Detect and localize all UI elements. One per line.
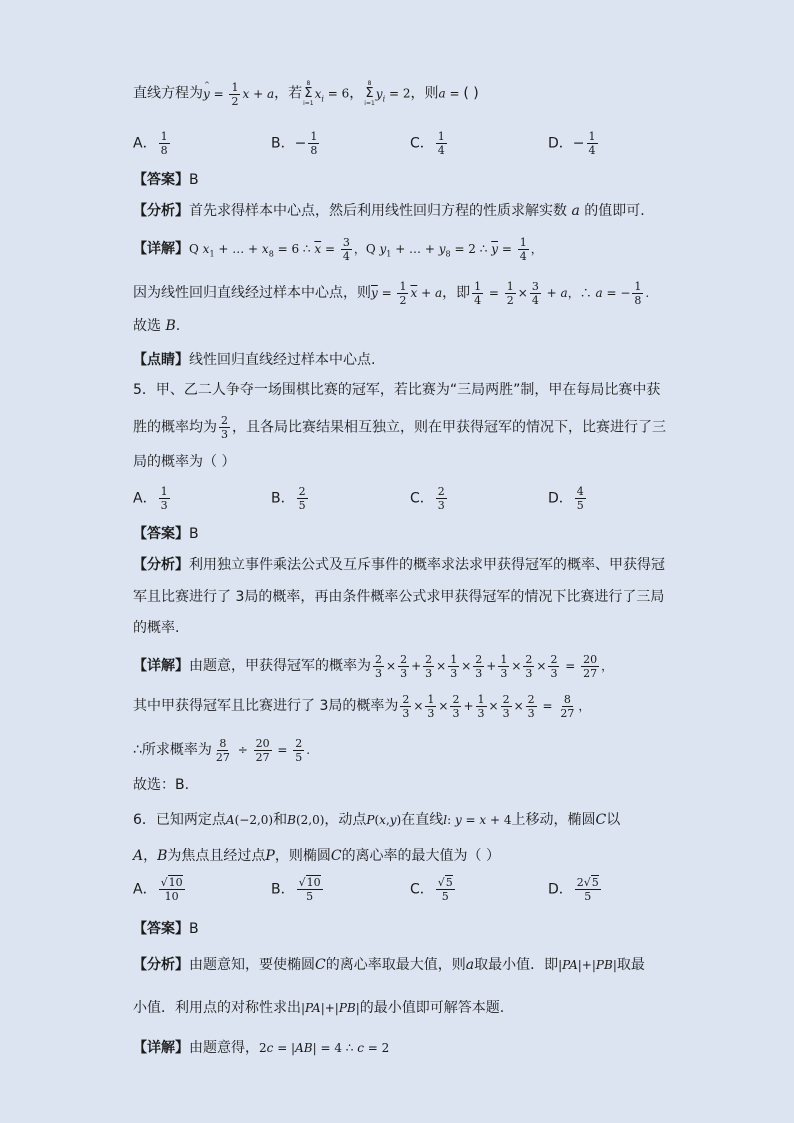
q5-analysis-3: 的概率. [133, 620, 180, 636]
q5-analysis-1: 【分析】利用独立事件乘法公式及互斥事件的概率求法求甲获得冠军的概率、甲获得冠 [133, 557, 665, 573]
q6-analysis-2: 小值．利用点的对称性求出|PA|+|PB|的最小值即可解答本题. [133, 1000, 505, 1016]
q5-analysis-2: 军且比赛进行了 3局的概率，再由条件概率公式求甲获得冠军的情况下比赛进行了三局 [133, 589, 665, 605]
q4-regression-equation: ^ y = $\frac{1}{2}$ x + a [203, 80, 275, 108]
q4-stem-middle: ，若 [274, 85, 303, 102]
q4-stem-prefix: 直线方程为 [133, 85, 203, 102]
q4-analysis: 【分析】首先求得样本中心点，然后利用线性回归方程的性质求解实数 a 的值即可. [133, 203, 645, 219]
q4-stem-and: ， [349, 85, 364, 102]
q4-stem-suffix: ，则 [410, 85, 439, 102]
q4-option-a: A． $\frac{1}{8}$ [133, 130, 168, 157]
q5-option-d: D． $\frac{4}{5}$ [548, 485, 584, 512]
q6-option-d: D． $\frac{2√5}{5}$ [548, 876, 599, 903]
q5-stem-2: 胜的概率均为 $\frac{2}{3}$ ，且各局比赛结果相互独立，则在甲获得冠军的情况下，比赛进行了三 [133, 414, 666, 441]
q5-stem-3: 局的概率为（ ） [133, 454, 236, 470]
q5-option-a: A． $\frac{1}{3}$ [133, 485, 168, 512]
q4-stem-paren: ( ) [463, 85, 479, 102]
q5-detail-2: 其中甲获得冠军且比赛进行了 3局的概率为 $\frac{2}{3}$ × $\frac{1}{3}$ × $\frac{2}{3}$ + $\frac{1}{3}$ × $\frac{2}{3}$ × $\frac{2}{3}$ = $\frac{8}{27}$ ， [133, 693, 591, 720]
q4-option-d: D．− $\frac{1}{4}$ [548, 130, 596, 157]
q4-conclusion: 故选 B. [133, 318, 181, 334]
q6-option-c: C． $\frac{√5}{5}$ [410, 876, 453, 903]
q6-analysis-1: 【分析】由题意知，要使椭圆C的离心率取最大值，则a取最小值．即|PA|+|PB|取最 [133, 957, 645, 973]
q4-stem: 直线方程为 ^ y = $\frac{1}{2}$ x + a，若 8 Σ i=1 $x_i = 6$， 8 Σ i=1 $y_i = 2$，则a = ( ) [133, 80, 479, 108]
q6-stem-2: A，B为焦点且经过点P，则椭圆C的离心率的最大值为（ ） [133, 848, 501, 864]
q4-answer: 【答案】B [133, 172, 199, 188]
q4-option-c: C． $\frac{1}{4}$ [410, 130, 445, 157]
q5-detail-3: ∴所求概率为 $\frac{8}{27}$ ÷ $\frac{20}{27}$ = $\frac{2}{5}$ . [133, 737, 311, 764]
q5-detail-1: 【详解】由题意，甲获得冠军的概率为 $\frac{2}{3}$ × $\frac{2}{3}$ + $\frac{2}{3}$ × $\frac{1}{3}$ × $\frac{2}{3}$ + $\frac{1}{3}$ × $\frac{2}{3}$ × $\frac{2}{3}$ = $\frac{20}{27}$ ， [133, 653, 614, 680]
q5-answer: 【答案】B [133, 526, 199, 542]
q4-detail-2: 因为线性回归直线经过样本中心点，则$\overline{y}$ = $\frac{1}{2}$ $\overline{x} + a$，即 $\frac{1}{4}$ = $\frac{1}{2}$ × $\frac{3}{4}$ + a，∴ a = − $\frac{1}{8}$ . [133, 280, 650, 307]
q5-stem-1: 5．甲、乙二人争夺一场围棋比赛的冠军，若比赛为“三局两胜”制，甲在每局比赛中获 [133, 382, 661, 398]
q5-conclusion: 故选：B. [133, 777, 190, 793]
q4-detail-1: 【详解】Q $x_1$ + … + $x_8 = 6$ ∴ $\overline{x}$ = $\frac{3}{4}$ ，Q $y_1$ + … + $y_8 = 2$ ∴ $\overline{y}$ = $\frac{1}{4}$ ， [133, 236, 543, 263]
q4-option-b: B．− $\frac{1}{8}$ [271, 130, 318, 157]
q6-option-b: B． $\frac{√10}{5}$ [271, 876, 321, 903]
q6-stem-1: 6．已知两定点A(−2,0)和B(2,0)，动点P(x,y)在直线l: y = x + 4上移动，椭圆C以 [133, 812, 621, 828]
q6-answer: 【答案】B [133, 921, 199, 937]
q6-option-a: A． $\frac{√10}{10}$ [133, 876, 183, 903]
q6-detail-1: 【详解】由题意得，2c = |AB| = 4 ∴ c = 2 [133, 1040, 390, 1056]
q5-option-c: C． $\frac{2}{3}$ [410, 485, 445, 512]
q4-tip: 【点睛】线性回归直线经过样本中心点. [133, 352, 376, 368]
q5-option-b: B． $\frac{2}{5}$ [271, 485, 306, 512]
